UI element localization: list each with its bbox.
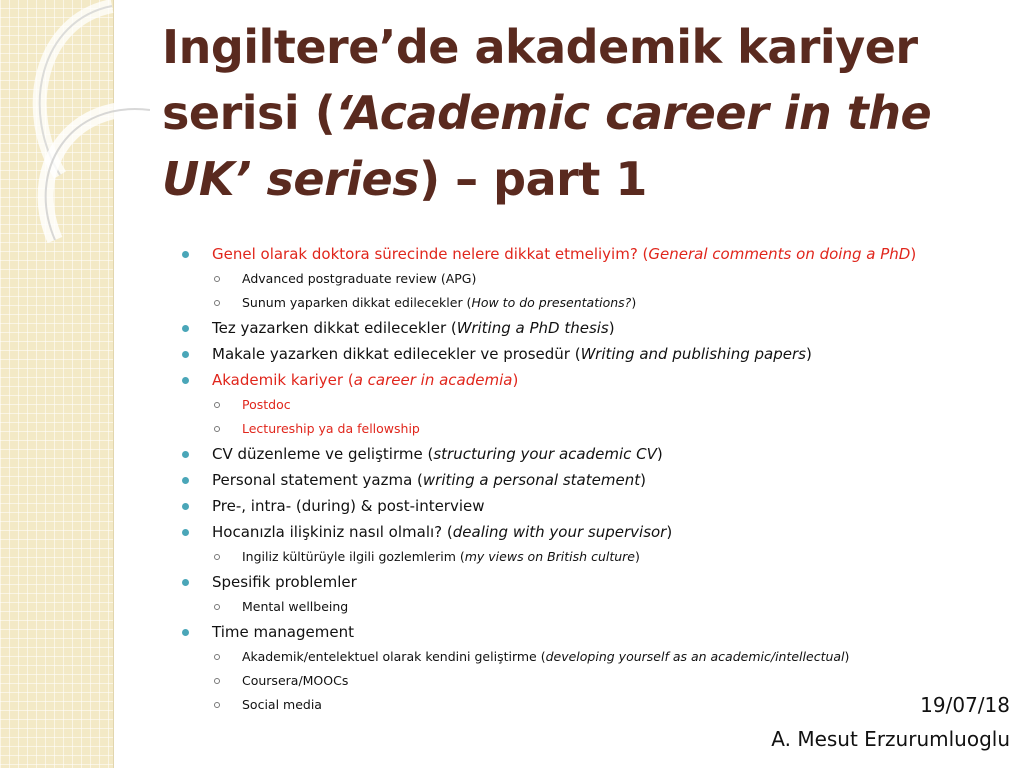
bullet-dot-icon	[182, 351, 189, 358]
sub-bullet-item	[178, 291, 878, 315]
item-text: CV düzenleme ve geliştirme (	[212, 445, 434, 463]
bullet-dot-icon	[182, 529, 189, 536]
item-text: Coursera/MOOCs	[242, 673, 349, 688]
item-text: Postdoc	[242, 397, 291, 412]
item-closing-text: )	[631, 295, 637, 310]
bullet-ring-icon	[214, 702, 220, 708]
bullet-item	[178, 519, 878, 545]
item-text: Advanced postgraduate review (APG)	[242, 271, 477, 286]
bullet-dot-icon	[182, 251, 189, 258]
bullet-dot-icon	[182, 377, 189, 384]
bullet-item	[178, 241, 917, 267]
item-closing-text: )	[805, 345, 812, 363]
item-italic-text: dealing with your supervisor	[452, 523, 667, 541]
sub-bullet-item	[178, 393, 878, 417]
item-text: Genel olarak doktora sürecinde nelere dikkat etmeliyim? (	[212, 245, 649, 263]
sub-bullet-item	[178, 545, 878, 569]
item-italic-text: Writing a PhD thesis	[456, 319, 609, 337]
item-italic-text: Writing and publishing papers	[580, 345, 806, 363]
bullet-dot-icon	[182, 477, 189, 484]
item-text: Akademik kariyer (	[212, 371, 354, 389]
item-italic-text: General comments on doing a PhD	[648, 245, 911, 263]
bullet-ring-icon	[214, 426, 220, 432]
item-text: Lectureship ya da fellowship	[242, 421, 420, 436]
item-italic-text: my views on British culture	[464, 549, 635, 564]
title-part-2: ) – part 1	[419, 152, 647, 206]
bullet-item	[178, 367, 878, 393]
bullet-ring-icon	[214, 554, 220, 560]
bullet-dot-icon	[182, 325, 189, 332]
topic-outline	[178, 241, 917, 717]
slide-author: A. Mesut Erzurumluoglu	[771, 727, 1010, 751]
sub-bullet-item	[178, 645, 878, 669]
item-text: Spesifik problemler	[212, 573, 357, 591]
item-text: Makale yazarken dikkat edilecekler ve prosedür (	[212, 345, 581, 363]
bullet-dot-icon	[182, 503, 189, 510]
bullet-item	[178, 341, 878, 367]
title-part-1: Ingiltere’de akademik kariyer serisi (	[162, 20, 918, 140]
bullet-dot-icon	[182, 579, 189, 586]
decorative-swoosh-icon	[0, 0, 150, 300]
item-italic-text: writing a personal statement	[422, 471, 641, 489]
item-text: Pre-, intra- (during) & post-interview	[212, 497, 485, 515]
bullet-ring-icon	[214, 276, 220, 282]
item-closing-text: )	[666, 523, 673, 541]
slide-date: 19/07/18	[920, 693, 1010, 717]
item-text: Akademik/entelektuel olarak kendini geliştirme (	[242, 649, 546, 664]
item-closing-text: )	[910, 245, 917, 263]
item-italic-text: developing yourself as an academic/intellectual	[545, 649, 845, 664]
item-closing-text: )	[844, 649, 850, 664]
sub-bullet-item	[178, 417, 878, 441]
item-text: Sunum yaparken dikkat edilecekler (	[242, 295, 472, 310]
item-italic-text: How to do presentations?	[471, 295, 632, 310]
item-closing-text: )	[608, 319, 615, 337]
bullet-dot-icon	[182, 629, 189, 636]
item-text: Personal statement yazma (	[212, 471, 423, 489]
bullet-item	[178, 467, 878, 493]
bullet-item	[178, 315, 878, 341]
bullet-ring-icon	[214, 604, 220, 610]
item-italic-text: structuring your academic CV	[433, 445, 657, 463]
sub-bullet-item	[178, 267, 878, 291]
bullet-item	[178, 493, 878, 519]
item-text: Time management	[212, 623, 354, 641]
slide-footer	[771, 688, 1010, 756]
bullet-ring-icon	[214, 402, 220, 408]
item-text: Ingiliz kültürüyle ilgili gozlemlerim (	[242, 549, 465, 564]
item-text: Tez yazarken dikkat edilecekler (	[212, 319, 457, 337]
item-closing-text: )	[640, 471, 646, 489]
bullet-ring-icon	[214, 300, 220, 306]
bullet-item	[178, 569, 878, 595]
bullet-item	[178, 619, 878, 645]
item-closing-text: )	[635, 549, 640, 564]
item-closing-text: )	[656, 445, 663, 463]
item-text: Hocanızla ilişkiniz nasıl olmalı? (	[212, 523, 453, 541]
bullet-dot-icon	[182, 451, 189, 458]
item-text: Social media	[242, 697, 322, 712]
bullet-item	[178, 441, 878, 467]
bullet-ring-icon	[214, 654, 220, 660]
bullet-ring-icon	[214, 678, 220, 684]
item-italic-text: a career in academia	[353, 371, 513, 389]
item-closing-text: )	[512, 371, 519, 389]
slide-title	[162, 14, 982, 212]
item-text: Mental wellbeing	[242, 599, 349, 614]
sub-bullet-item	[178, 595, 878, 619]
title-italic: ‘Academic career in the UK’ series	[162, 86, 932, 206]
